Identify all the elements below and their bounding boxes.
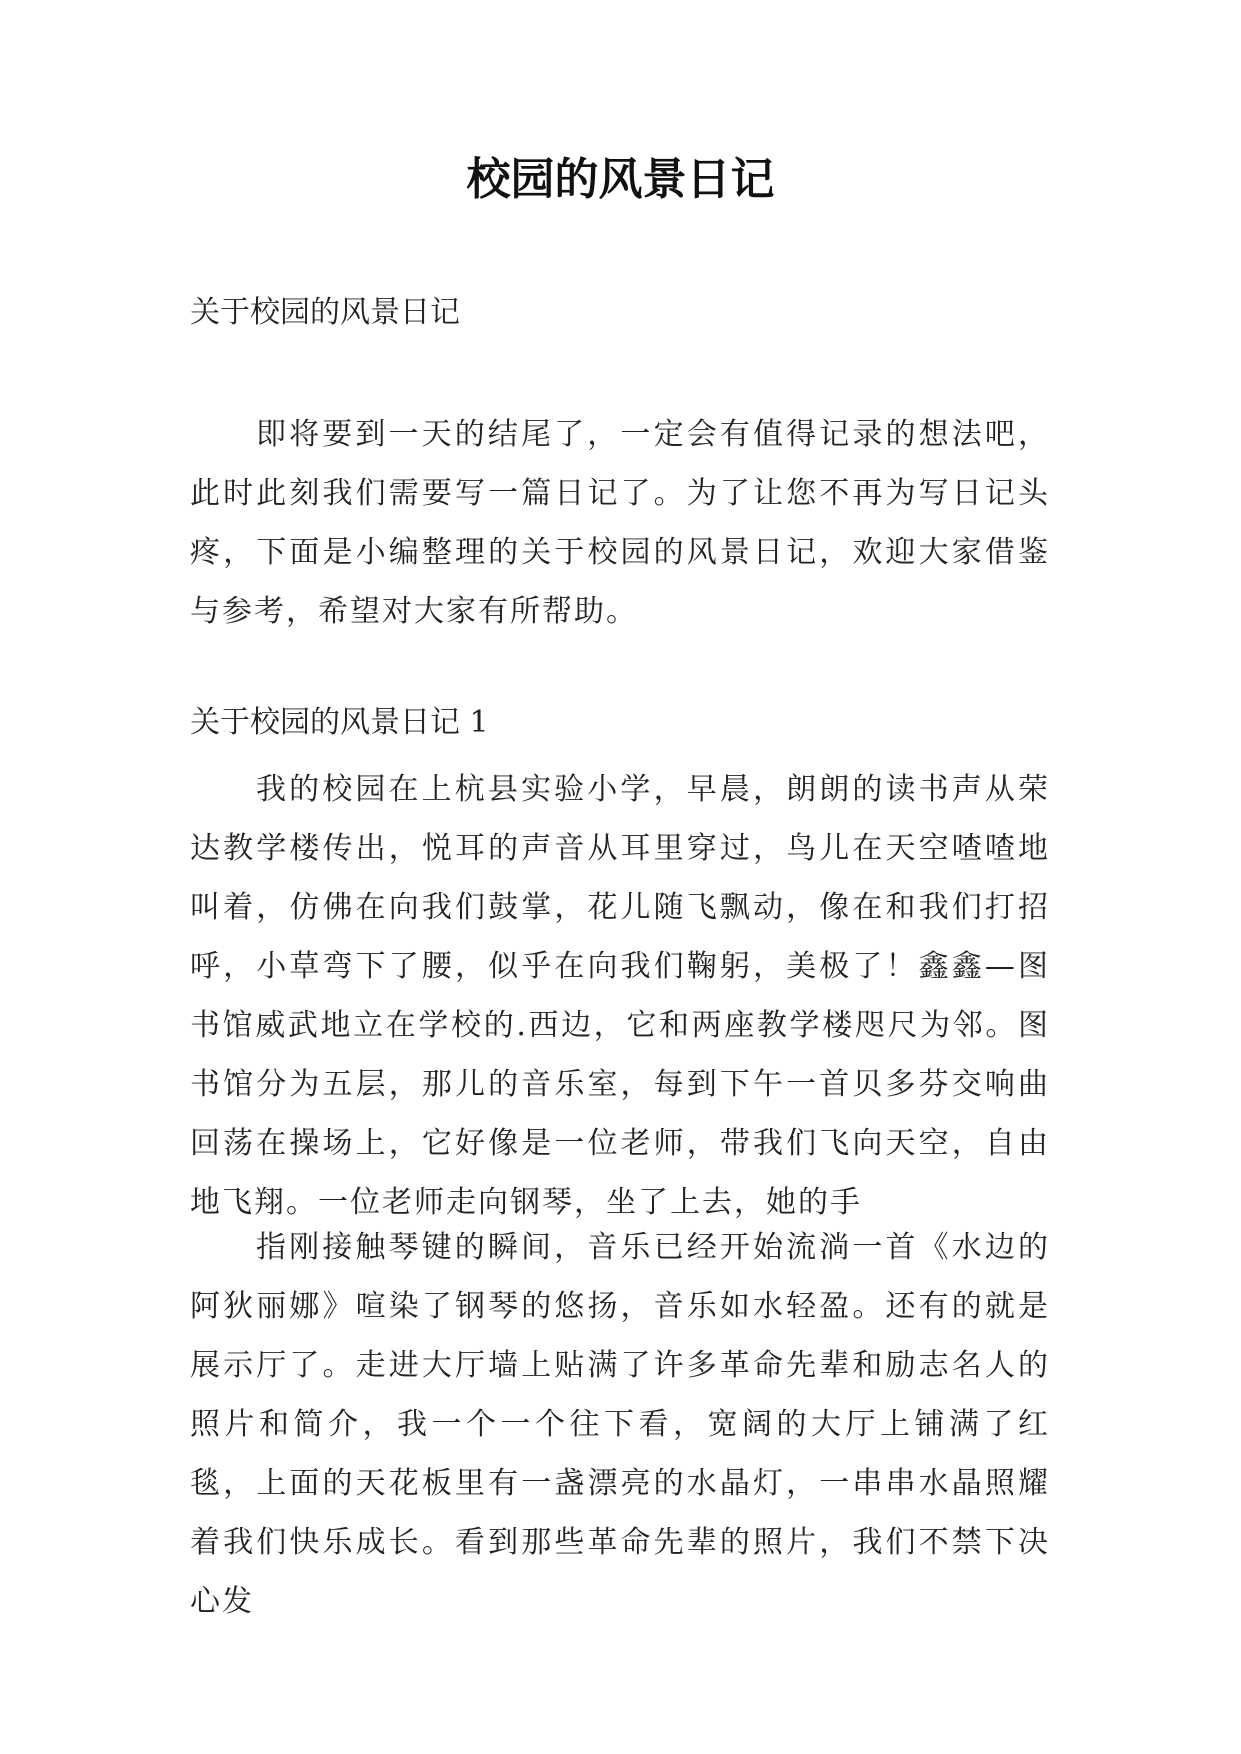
document-subtitle: 关于校园的风景日记 [190, 295, 460, 330]
body-paragraph-1: 我的校园在上杭县实验小学，早晨，朗朗的读书声从荣达教学楼传出，悦耳的声音从耳里穿过，鸟儿在天空喳喳地叫着，仿佛在向我们鼓掌，花儿随飞飘动，像在和我们打招呼，小草弯下了腰，似乎在向我们鞠躬，美极了！鑫鑫—图书馆威武地立在学校的.西边，它和两座教学楼咫尺为邻。图书馆分为五层，那儿的音乐室，每到下午一首贝多芬交响曲回荡在操场上，它好像是一位老师，带我们飞向天空，自由地飞翔。一位老师走向钢琴，坐了上去，她的手 [190, 772, 1050, 1220]
document-title: 校园的风景日记 [466, 154, 775, 205]
intro-paragraph: 即将要到一天的结尾了，一定会有值得记录的想法吧，此时此刻我们需要写一篇日记了。为了让您不再为写日记头疼，下面是小编整理的关于校园的风景日记，欢迎大家借鉴与参考，希望对大家有所帮助。 [190, 417, 1050, 629]
section-heading: 关于校园的风景日记 1 [190, 705, 489, 740]
body-paragraph-2: 指刚接触琴键的瞬间，音乐已经开始流淌一首《水边的阿狄丽娜》喧染了钢琴的悠扬，音乐如水轻盈。还有的就是展示厅了。走进大厅墙上贴满了许多革命先辈和励志名人的照片和简介，我一个一个往下看，宽阔的大厅上铺满了红毯，上面的天花板里有一盏漂亮的水晶灯，一串串水晶照耀着我们快乐成长。看到那些革命先辈的照片，我们不禁下决心发 [190, 1230, 1050, 1619]
